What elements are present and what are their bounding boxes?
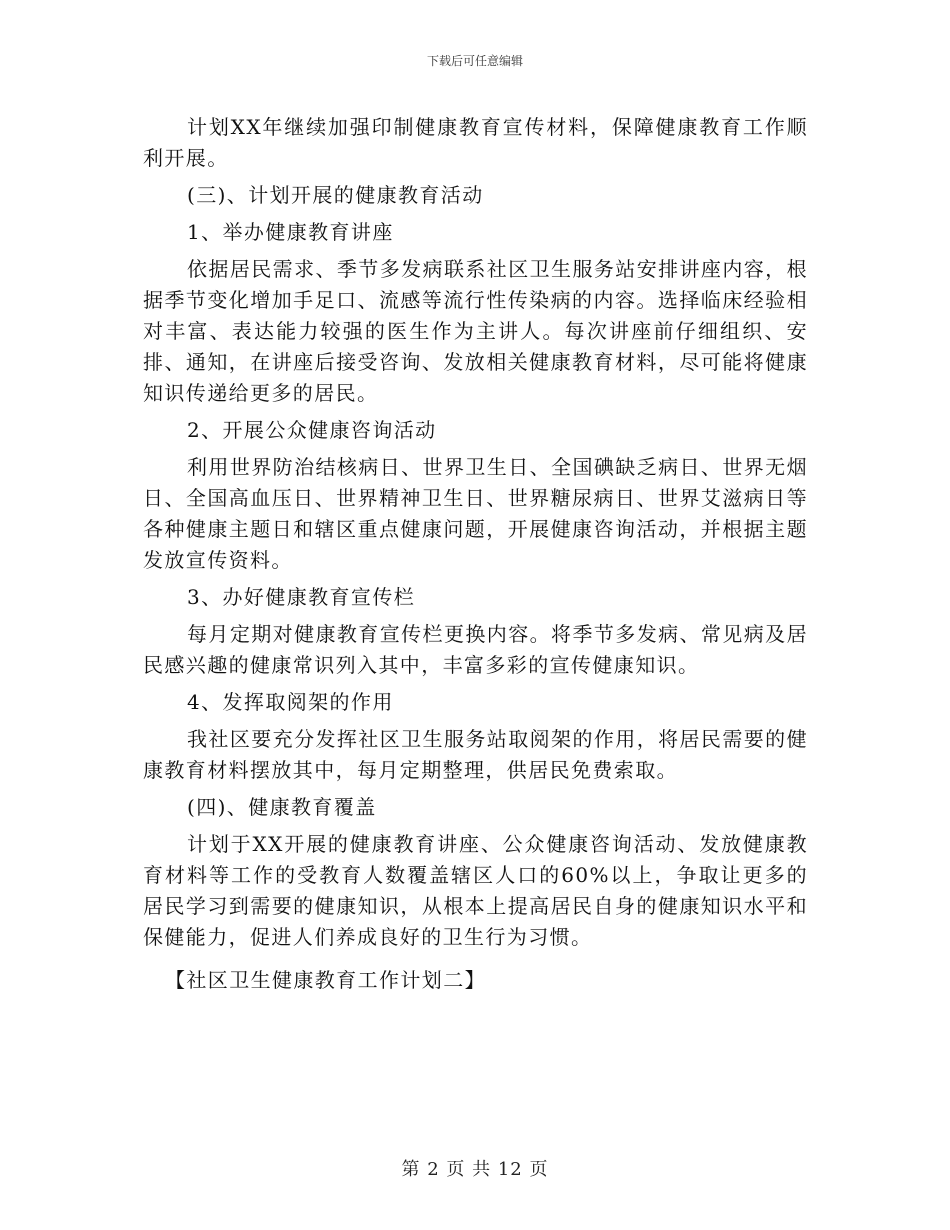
page-number-footer: 第 2 页 共 12 页 bbox=[401, 1159, 549, 1180]
paragraph-bulletin-board: 每月定期对健康教育宣传栏更换内容。将季节多发病、常见病及居民感兴趣的健康常识列入其中，丰富多彩的宣传健康知识。 bbox=[143, 622, 808, 677]
page-header: 下载后可任意编辑 bbox=[426, 54, 523, 68]
paragraph-lectures: 依据居民需求、季节多发病联系社区卫生服务站安排讲座内容，根据季节变化增加手足口、流感等流行性传染病的内容。选择临床经验相对丰富、表达能力较强的医生作为主讲人。每次讲座前仔细组织、安排、通知，在讲座后接受咨询、发放相关健康教育材料，尽可能将健康知识传递给更多的居民。 bbox=[143, 257, 808, 405]
plan-two-title: 【社区卫生健康教育工作计划二】 bbox=[165, 968, 486, 992]
paragraph-consultation: 利用世界防治结核病日、世界卫生日、全国碘缺乏病日、世界无烟日、全国高血压日、世界精神卫生日、世界糖尿病日、世界艾滋病日等各种健康主题日和辖区重点健康问题，开展健康咨询活动，并根据主题发放宣传资料。 bbox=[143, 455, 808, 572]
paragraph-reading-rack: 我社区要充分发挥社区卫生服务站取阅架的作用，将居民需要的健康教育材料摆放其中，每月定期整理，供居民免费索取。 bbox=[143, 727, 808, 782]
paragraph-coverage: 计划于XX开展的健康教育讲座、公众健康咨询活动、发放健康教育材料等工作的受教育人数覆盖辖区人口的60%以上，争取让更多的居民学习到需要的健康知识，从根本上提高居民自身的健康知识水平和保健能力，促进人们养成良好的卫生行为习惯。 bbox=[143, 832, 808, 949]
paragraph-materials-plan: 计划XX年继续加强印制健康教育宣传材料，保障健康教育工作顺利开展。 bbox=[143, 115, 808, 170]
subheading-bulletin-board: 3、办好健康教育宣传栏 bbox=[187, 585, 416, 609]
section-heading-coverage: (四)、健康教育覆盖 bbox=[187, 795, 377, 819]
subheading-lectures: 1、举办健康教育讲座 bbox=[187, 220, 394, 244]
subheading-reading-rack: 4、发挥取阅架的作用 bbox=[187, 690, 394, 714]
document-body bbox=[143, 112, 808, 1002]
section-heading-activities: (三)、计划开展的健康教育活动 bbox=[187, 183, 484, 207]
subheading-consultation: 2、开展公众健康咨询活动 bbox=[187, 418, 437, 442]
